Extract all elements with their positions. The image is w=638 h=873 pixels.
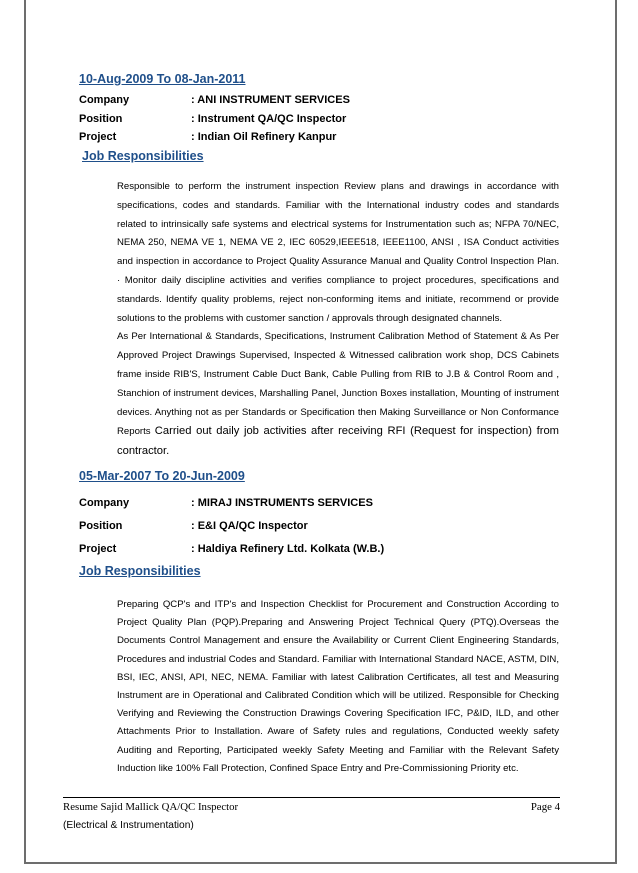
responsibilities-text-1b-main: As Per International & Standards, Specifications, Instrument Calibration Method of Statement & As Per Approved Project Drawings Supervised, Inspected & Witnessed calibration work shop, DCS Cabinets frame inside RIB'S, Instrument Cable Duct Bank, Cable Pulling from RIB to J.B & Control Room and , Stanchion of instrument devices, Marshalling Panel, Junction Boxes installation, Mounting of instrument devices. Anything not as per Standards or Specification then Making Surveillance or Non Conformance Reports (117, 331, 559, 438)
project-value: : Haldiya Refinery Ltd. Kolkata (W.B.) (191, 543, 385, 555)
position-label: Position (79, 520, 123, 532)
project-label: Project (79, 131, 117, 143)
company-row-2 (79, 497, 559, 509)
job-responsibilities-heading-1: Job Responsibilities (82, 149, 204, 163)
project-row-1 (79, 131, 559, 143)
footer-divider (63, 797, 560, 798)
employment-date-range-2: 05-Mar-2007 To 20-Jun-2009 (79, 469, 245, 483)
position-value: : E&I QA/QC Inspector (191, 520, 308, 532)
company-label: Company (79, 497, 130, 509)
position-row-2 (79, 520, 559, 532)
job-responsibilities-heading-2: Job Responsibilities (79, 564, 201, 578)
page-number: Page 4 (530, 801, 560, 813)
footer-title: Resume Sajid Mallick QA/QC Inspector (63, 801, 239, 813)
responsibilities-text-1b-tail: Carried out daily job activities after receiving RFI (Request for inspection) from contractor. (117, 425, 559, 458)
position-label: Position (79, 113, 123, 125)
footer-subtitle: (Electrical & Instrumentation) (63, 820, 194, 831)
company-value: : ANI INSTRUMENT SERVICES (191, 94, 350, 106)
responsibilities-text-1a: Responsible to perform the instrument inspection Review plans and drawings in accordance with specifications, codes and standards. Familiar with the International industry codes and standards related to intrinsically safe systems and electrical systems for Instrumentation such as; NFPA 70/NEC, NEMA 250, NEMA VE 1, NEMA VE 2, IEC 60529,IEEE518, IEEE1100, ANSI , ISA Conduct activities and inspection in accordance to Project Quality Assurance Manual and Quality Control Inspection Plan. · Monitor daily discipline activities and verifies compliance to project procedures, specifications and standards. Identify quality problems, reject non-conforming items and initiate, recommend or provide solutions to the problems with customer sanction / approvals through designated channels. (117, 181, 559, 324)
company-label: Company (79, 94, 130, 106)
project-row-2 (79, 543, 559, 555)
employment-date-range-1: 10-Aug-2009 To 08-Jan-2011 (79, 72, 246, 86)
project-label: Project (79, 543, 117, 555)
responsibilities-paragraph-1 (117, 178, 559, 462)
project-value: : Indian Oil Refinery Kanpur (191, 131, 337, 143)
company-row-1 (79, 94, 559, 106)
company-value: : MIRAJ INSTRUMENTS SERVICES (191, 497, 373, 509)
responsibilities-paragraph-2: Preparing QCP's and ITP's and Inspection Checklist for Procurement and Construction According to Project Quality Plan (PQP).Preparing and Answering Project Technical Query (PTQ).Overseas the Documents Control Management and ensure the Availability or Current Client Engineering Standards, Procedures and industrial Codes and Standard. Familiar with International Standard NACE, ASTM, DIN, BSI, IEC, ANSI, API, NEC, NEMA. Familiar with latest Calibration Certificates, all test and Measuring Instrument are in Operational and Calibrated Condition which will be utilized. Responsible for Checking Verifying and Reviewing the Construction Drawings Covering Specification IFC, P&ID, ILD, and other Attachments Prior to Installation. Aware of Safety rules and regulations, Conducted weekly safety Auditing and Reporting, Participated weekly Safety Meeting and Familiar with the Relevant Safety Induction like 100% Fall Protection, Confined Space Entry and Pre-Commissioning Priority etc. (117, 599, 559, 774)
footer-line (63, 801, 560, 813)
responsibilities-text-1b (117, 328, 559, 462)
position-value: : Instrument QA/QC Inspector (191, 113, 347, 125)
position-row-1 (79, 113, 559, 125)
